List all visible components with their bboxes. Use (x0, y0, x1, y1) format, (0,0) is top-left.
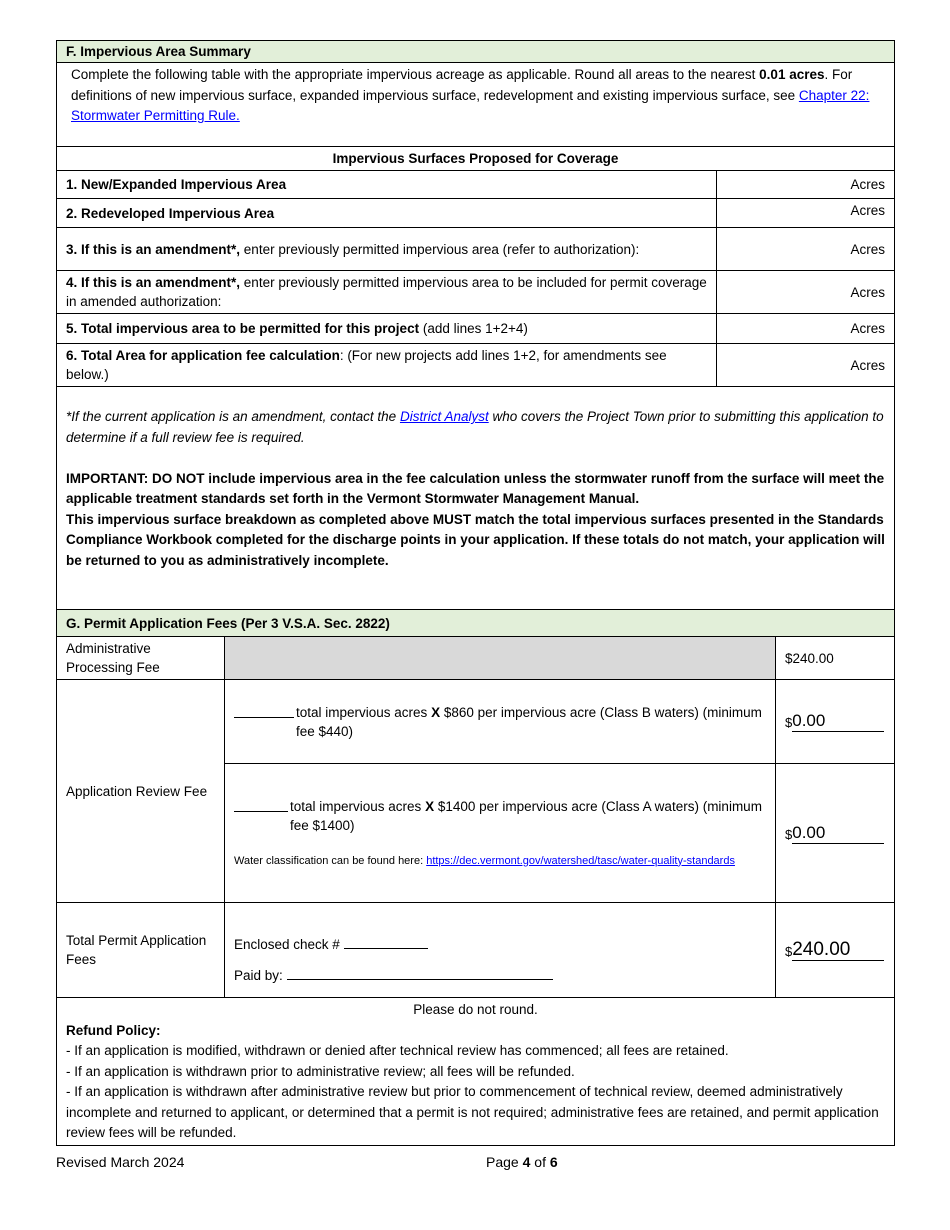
review-fee-label: Application Review Fee (57, 680, 225, 903)
admin-fee-label: Administrative Processing Fee (57, 637, 225, 680)
section-g-title: G. Permit Application Fees (Per 3 V.S.A. Sec. 2822) (57, 610, 895, 637)
section-f-intro: Complete the following table with the appropriate impervious acreage as applicable. Round all areas to the nearest 0.01 acres. For definitions of new impervious surface, expanded impervious surface, redevelopment and existing impervious surface, see Chapter 22: Stormwater Permitting Rule. (57, 63, 895, 147)
paid-by-input[interactable] (287, 965, 553, 980)
class-a-acres-input[interactable] (234, 797, 288, 812)
class-b-fee: $ 0.00 (785, 711, 885, 732)
row-label: 6. Total Area for application fee calculation: (For new projects add lines 1+2, for amendments see below.) (57, 344, 717, 387)
acres-input-4[interactable]: Acres (717, 271, 895, 314)
check-number-input[interactable] (344, 934, 428, 949)
row-label: 5. Total impervious area to be permitted for this project (add lines 1+2+4) (57, 314, 717, 344)
section-f-title: F. Impervious Area Summary (57, 41, 895, 63)
row-label: 1. New/Expanded Impervious Area (57, 171, 717, 199)
important-note-2: This impervious surface breakdown as completed above MUST match the total impervious surfaces presented in the Standards Compliance Workbook completed for the discharge points in your application. If these totals do not match, your application will be returned to you as administratively incomplete. (66, 511, 885, 568)
row-label: 2. Redeveloped Impervious Area (57, 199, 717, 228)
admin-fee-shaded (225, 637, 776, 680)
water-classification-link[interactable]: https://dec.vermont.gov/watershed/tasc/water-quality-standards (426, 854, 735, 867)
impervious-area-table (56, 40, 895, 610)
class-b-acres-input[interactable] (234, 703, 294, 718)
chapter22-link[interactable]: Chapter 22: Stormwater Permitting Rule. (71, 87, 870, 123)
acres-input-2[interactable]: Acres (717, 199, 895, 228)
acres-input-3[interactable]: Acres (717, 228, 895, 271)
total-fee-label: Total Permit Application Fees (57, 903, 225, 998)
class-a-fee: $ 0.00 (785, 823, 885, 844)
impervious-table-title: Impervious Surfaces Proposed for Coverage (57, 147, 895, 171)
total-fee: $ 240.00 (785, 940, 885, 961)
acres-input-1[interactable]: Acres (717, 171, 895, 199)
refund-policy: Please do not round. Refund Policy: - If an application is modified, withdrawn or denied after technical review has commenced; all fees are retained. - If an application is withdrawn prior to administrative review; all fees will be refunded. - If an application is withdrawn after administrative review but prior to commencement of technical review, deemed administratively incomplete and returned to applicant, or determined that a permit is not required; administrative fees are retained, and permit application review fees will be refunded. (57, 998, 895, 1146)
important-note: IMPORTANT: DO NOT include impervious area in the fee calculation unless the stormwater runoff from the surface will meet the applicable treatment standards set forth in the Vermont Stormwater Management Manual. (66, 470, 885, 506)
admin-fee-amount: $240.00 (776, 637, 895, 680)
row-label: 3. If this is an amendment*, enter previously permitted impervious area (refer to authorization): (57, 228, 717, 271)
fees-table: G. Permit Application Fees (Per 3 V.S.A. Sec. 2822) Administrative Processing Fee $240.00 Application Review Fee total impervious acres X $860 per impervious acre (Class B waters) (minimum fee $440) $ 0.00 total impervious acres X $1400 per impervious acre (Class A waters) (minimum fee $1400) Water classification can be found here: https://dec.vermont.gov/watershed/tasc/water-quality-standards $ 0.00 Total Permit Application Fees Enclosed check # Paid by: $ 240.00 Please do not round. Refund Policy: - If an application is modified, withdrawn or denied after technical review has commenced; all fees are retained. - If an application is withdrawn prior to administrative review; all fees will be refunded. - If an application is withdrawn after administrative review but prior to commencement of technical review, deemed administratively incomplete and returned to applicant, or determined that a permit is not required; administrative fees are retained, and permit application review fees will be refunded. (56, 609, 895, 1146)
revised-date: Revised March 2024 (56, 1154, 185, 1170)
page-number: Page 4 of 6 (486, 1154, 558, 1170)
acres-input-5[interactable]: Acres (717, 314, 895, 344)
district-analyst-link[interactable]: District Analyst (399, 409, 489, 424)
row-label: 4. If this is an amendment*, enter previously permitted impervious area to be included for permit coverage in amended authorization: (57, 271, 717, 314)
notes-cell: *If the current application is an amendment, contact the District Analyst who covers the Project Town prior to submitting this application to determine if a full review fee is required. IMPORTANT: DO NOT include impervious area in the fee calculation unless the stormwater runoff from the surface will meet the applicable treatment standards set forth in the Vermont Stormwater Management Manual. This impervious surface breakdown as completed above MUST match the total impervious surfaces presented in the Standards Compliance Workbook completed for the discharge points in your application. If these totals do not match, your application will be returned to you as administratively incomplete. (57, 387, 895, 610)
acres-input-6[interactable]: Acres (717, 344, 895, 387)
